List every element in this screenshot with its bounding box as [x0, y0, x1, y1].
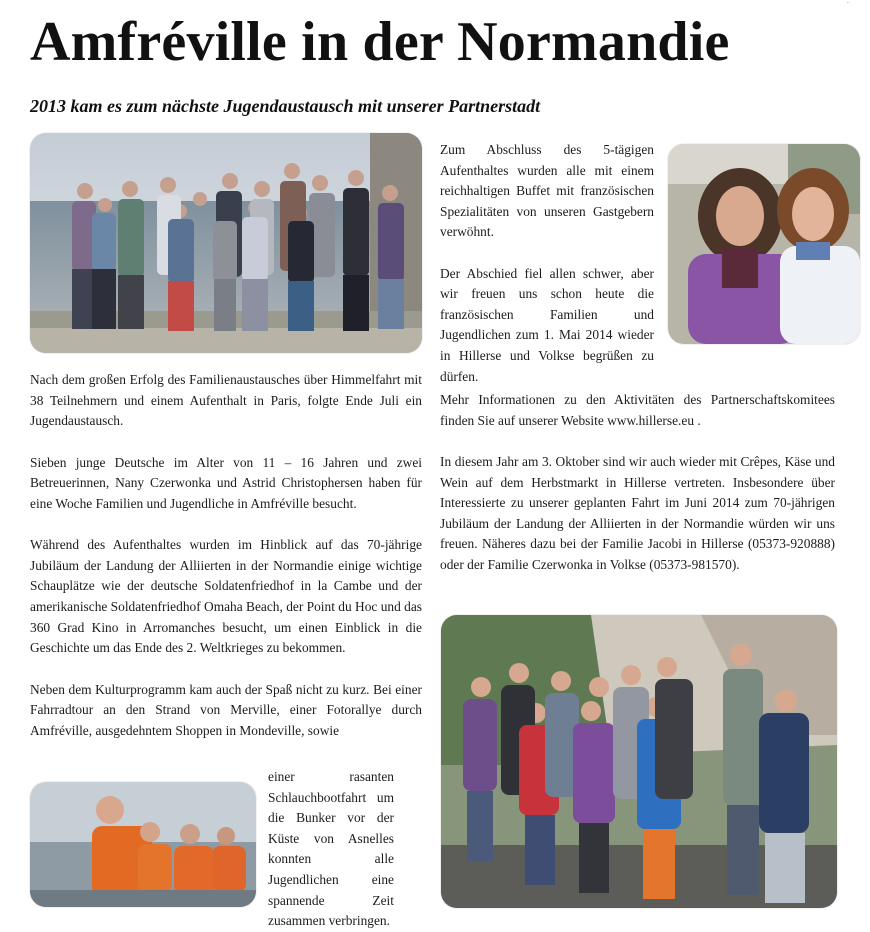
right-top-paragraph-1: Zum Abschluss des 5-tägigen Aufenthaltes wurden alle mit einem reichhaltigen Buffet mit französischen Spezialitäten von unseren Gastgebern verwöhnt.: [440, 142, 654, 240]
right-top-paragraph-2: Der Abschied fiel allen schwer, aber wir freuen uns schon heute die französischen Familien und Jugendlichen zum 1. Mai 2014 wieder in Hillerse und Volkse begrüßen zu dürfen.: [440, 265, 654, 384]
left-paragraph-3: Während des Aufenthaltes wurden im Hinblick auf das 70-jährige Jubiläum der Landung der Alliierten in der Normandie einige wichtige Schauplätze wie der deutsche Soldatenfriedhof in la Cambe und der amerikanische Soldatenfriedhof Omaha Beach, der Point du Hoc und das 360 Grad Kino in Arromanches besucht, um einen Einblick in die Geschichte um das Ende des 2. Weltkrieges zu bekommen.: [30, 537, 422, 656]
right-main-text: [440, 390, 835, 576]
article-subtitle: 2013 kam es zum nächste Jugendaustausch mit unserer Partnerstadt: [30, 96, 541, 116]
left-paragraph-1: Nach dem großen Erfolg des Familienaustausches über Himmelfahrt mit 38 Teilnehmern und einem Aufenthalt in Paris, folgte Ende Juli ein Jugendaustausch.: [30, 372, 422, 429]
left-paragraph-4: Neben dem Kulturprogramm kam auch der Spaß nicht zu kurz. Bei einer Fahrradtour an den Strand von Merville, einer Fotorallye durch Amfréville, ausgedehntem Shoppen in Mondeville, sowie: [30, 681, 422, 738]
portrait-photo-two-women: [668, 144, 860, 344]
herbstmarkt-paragraph: In diesem Jahr am 3. Oktober sind wir auch wieder mit Crêpes, Käse und Wein auf dem Herbstmarkt in Hillerse vertreten. Insbesondere über Interessierte zu unserer geplanten Fahrt im Juni 2014 zum 70-jährigen Jubiläum der Landung der Alliierten in der Normandie würden wir uns freuen. Näheres dazu bei der Familie Jacobi in Hillerse (05373-920888) oder der Familie Czerwonka in Volkse (05373-981570).: [440, 453, 835, 572]
group-photo-seaside: [30, 133, 422, 353]
boat-trip-photo: [30, 782, 256, 907]
left-wrap-text: einer rasanten Schlauchbootfahrt um die Bunker vor der Küste von Asnelles konnten alle Jugendlichen eine spannende Zeit zusammen verbringen.: [268, 769, 394, 929]
corner-mark: ¨: [846, 2, 851, 12]
group-photo-monument: [441, 615, 837, 908]
right-top-text: [440, 140, 654, 387]
left-column-text: [30, 370, 422, 741]
article-title: Amfréville in der Normandie: [30, 11, 730, 73]
left-paragraph-2: Sieben junge Deutsche im Alter von 11 – 16 Jahren und zwei Betreuerinnen, Nany Czerwonka und Astrid Christophersen haben für eine Woche Familien und Jugendliche in Amfréville besucht.: [30, 454, 422, 511]
website-info-paragraph: Mehr Informationen zu den Aktivitäten des Partnerschaftskomitees finden Sie auf unserer Website www.hillerse.eu .: [440, 392, 835, 428]
